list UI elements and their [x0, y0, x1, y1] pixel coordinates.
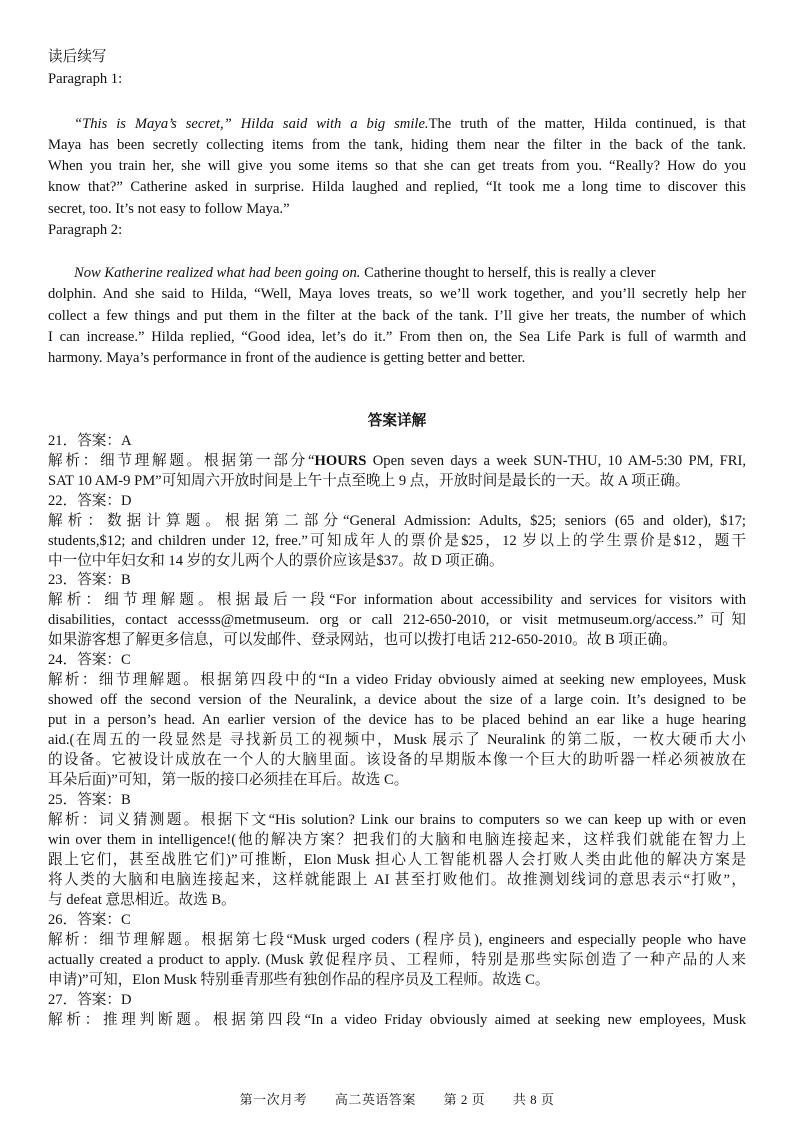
answer-24: 24．答案：C: [48, 652, 131, 668]
para1-italic-start: “This is Maya’s secret,” Hilda said with a big smile.: [74, 116, 429, 132]
answer-26-line-1: 解析：细节理解题。根据第七段“Musk urged coders (程序员), engineers and especially people who have: [48, 932, 746, 948]
answer-26-line-2: actually created a product to apply. (Musk 敦促程序员、工程师，特别是那些实际创造了一种产品的人来: [48, 952, 746, 968]
paragraph-2-label: Paragraph 2:: [48, 222, 123, 238]
para2-italic-start: Now Katherine realized what had been going on.: [74, 265, 361, 281]
answer-24-line-6: 耳朵后面)”可知，第一版的接口必须挂在耳后。故选 C。: [48, 772, 409, 788]
para2-line-3: collect a few things and put them in the filter at the back of the tank. I’ll give her treats, the number of which: [48, 308, 746, 324]
answer-22: 22．答案：D: [48, 493, 132, 509]
answer-22-line-1: 解析：数据计算题。根据第二部分“General Admission: Adults, $25; seniors (65 and older), $17;: [48, 513, 746, 529]
answer-21-line-2: SAT 10 AM-9 PM”可知周六开放时间是上午十点至晚上 9 点，开放时间是最长的一天。故 A 项正确。: [48, 473, 690, 489]
para1-line-5: secret, too. It’s not easy to follow Maya.”: [48, 201, 290, 217]
answer-21-text-a: 解析：细节理解题。根据第一部分“: [48, 453, 315, 469]
answer-25-line-2: win over them in intelligence!(他的解决方案？把我们的大脑和电脑连接起来，这样我们就能在智力上: [48, 832, 746, 848]
footer-total-pages: 共 8 页: [512, 1092, 555, 1107]
answer-22-line-2: students,$12; and children under 12, free.”可知成年人的票价是$25，12 岁以上的学生票价是$12，题干: [48, 533, 746, 549]
para2-line-1-rest: Catherine thought to herself, this is really a clever: [360, 265, 656, 281]
footer-subject: 高二英语答案: [334, 1092, 416, 1107]
para2-line-1: [74, 263, 746, 284]
para1-line-4: know that?” Catherine asked in surprise. Hilda laughed and replied, “It took me a long time to discover this: [48, 179, 746, 195]
answer-25-line-1: 解析：词义猜测题。根据下文“His solution? Link our brains to computers so we can keep up with or even: [48, 812, 746, 828]
answer-24-line-3: put in a person’s head. An earlier version of the device has to be placed behind an ear like a huge hearing: [48, 712, 746, 728]
answer-24-line-2: showed off the second version of the Neuralink, a device about the size of a large coin. It’s designed to be: [48, 692, 746, 708]
footer-exam: 第一次月考: [239, 1092, 308, 1107]
answer-25-line-3: 跟上它们，甚至战胜它们)”可推断，Elon Musk 担心人工智能机器人会打败人类由此他的解决方案是: [48, 852, 746, 868]
answer-22-line-3: 中一位中年妇女和 14 岁的女儿两个人的票价应该是$37。故 D 项正确。: [48, 553, 504, 569]
answer-23-line-2: disabilities, contact accesss@metmuseum. org or call 212-650-2010, or visit metmuseum.org/access.”可知: [48, 612, 746, 628]
answer-27: 27．答案：D: [48, 992, 132, 1008]
para1-line-2: Maya has been secretly collecting items from the tank, hiding them near the filter in the back of the tank.: [48, 137, 746, 153]
answer-26-line-3: 申请)”可知，Elon Musk 特别垂青那些有独创作品的程序员及工程师。故选 C。: [48, 972, 550, 988]
footer-page-number: 第 2 页: [443, 1092, 486, 1107]
answer-24-line-4: aid.(在周五的一段显然是 寻找新员工的视频中，Musk 展示了 Neuralink 的第二版，一枚大硬币大小: [48, 732, 746, 748]
answers-heading: 答案详解: [367, 413, 427, 429]
answer-21: 21．答案：A: [48, 433, 132, 449]
para1-line-3: When you train her, she will give you some items so that she can get treats from you. “Really? How do you: [48, 158, 746, 174]
para2-line-4: I can increase.” Hilda replied, “Good idea, let’s do it.” From then on, the Sea Life Park is full of warmth and: [48, 329, 746, 345]
answer-23: 23．答案：B: [48, 572, 131, 588]
answer-23-line-3: 如果游客想了解更多信息，可以发邮件、登录网站，也可以拨打电话 212-650-2010。故 B 项正确。: [48, 632, 677, 648]
section-title: 读后续写: [48, 49, 107, 65]
answer-21-text-c: Open seven days a week SUN-THU, 10 AM-5:30 PM, FRI,: [366, 453, 746, 469]
para1-line-1-rest: The truth of the matter, Hilda continued, is that: [428, 116, 746, 132]
answer-24-line-5: 的设备。它被设计成放在一个人的大脑里面。该设备的早期版本像一个巨大的助听器一样必须被放在: [48, 752, 746, 768]
answer-23-line-1: 解析：细节理解题。根据最后一段“For information about accessibility and services for visitors with: [48, 592, 746, 608]
answer-24-line-1: 解析：细节理解题。根据第四段中的“In a video Friday obviously aimed at seeking new employees, Musk: [48, 672, 746, 688]
para2-line-5: harmony. Maya’s performance in front of the audience is getting better and better.: [48, 350, 526, 366]
para2-line-2: dolphin. And she said to Hilda, “Well, Maya loves treats, so we’ll work together, and you’ll secretly help her: [48, 286, 746, 302]
answer-21-line-1: [48, 451, 746, 472]
answer-25-line-5: 与 defeat 意思相近。故选 B。: [48, 892, 236, 908]
answer-27-line-1: 解析：推理判断题。根据第四段“In a video Friday obviously aimed at seeking new employees, Musk: [48, 1012, 746, 1028]
para1-line-1: [74, 114, 746, 135]
paragraph-1-label: Paragraph 1:: [48, 71, 123, 87]
answer-26: 26．答案：C: [48, 912, 131, 928]
answer-25-line-4: 将人类的大脑和电脑连接起来，这样就能跟上 AI 甚至打败他们。故推测划线词的意思表示“打败”，: [48, 872, 746, 888]
answer-25: 25．答案：B: [48, 792, 131, 808]
page-footer: [0, 1089, 794, 1108]
answer-21-hours: HOURS: [314, 453, 367, 469]
